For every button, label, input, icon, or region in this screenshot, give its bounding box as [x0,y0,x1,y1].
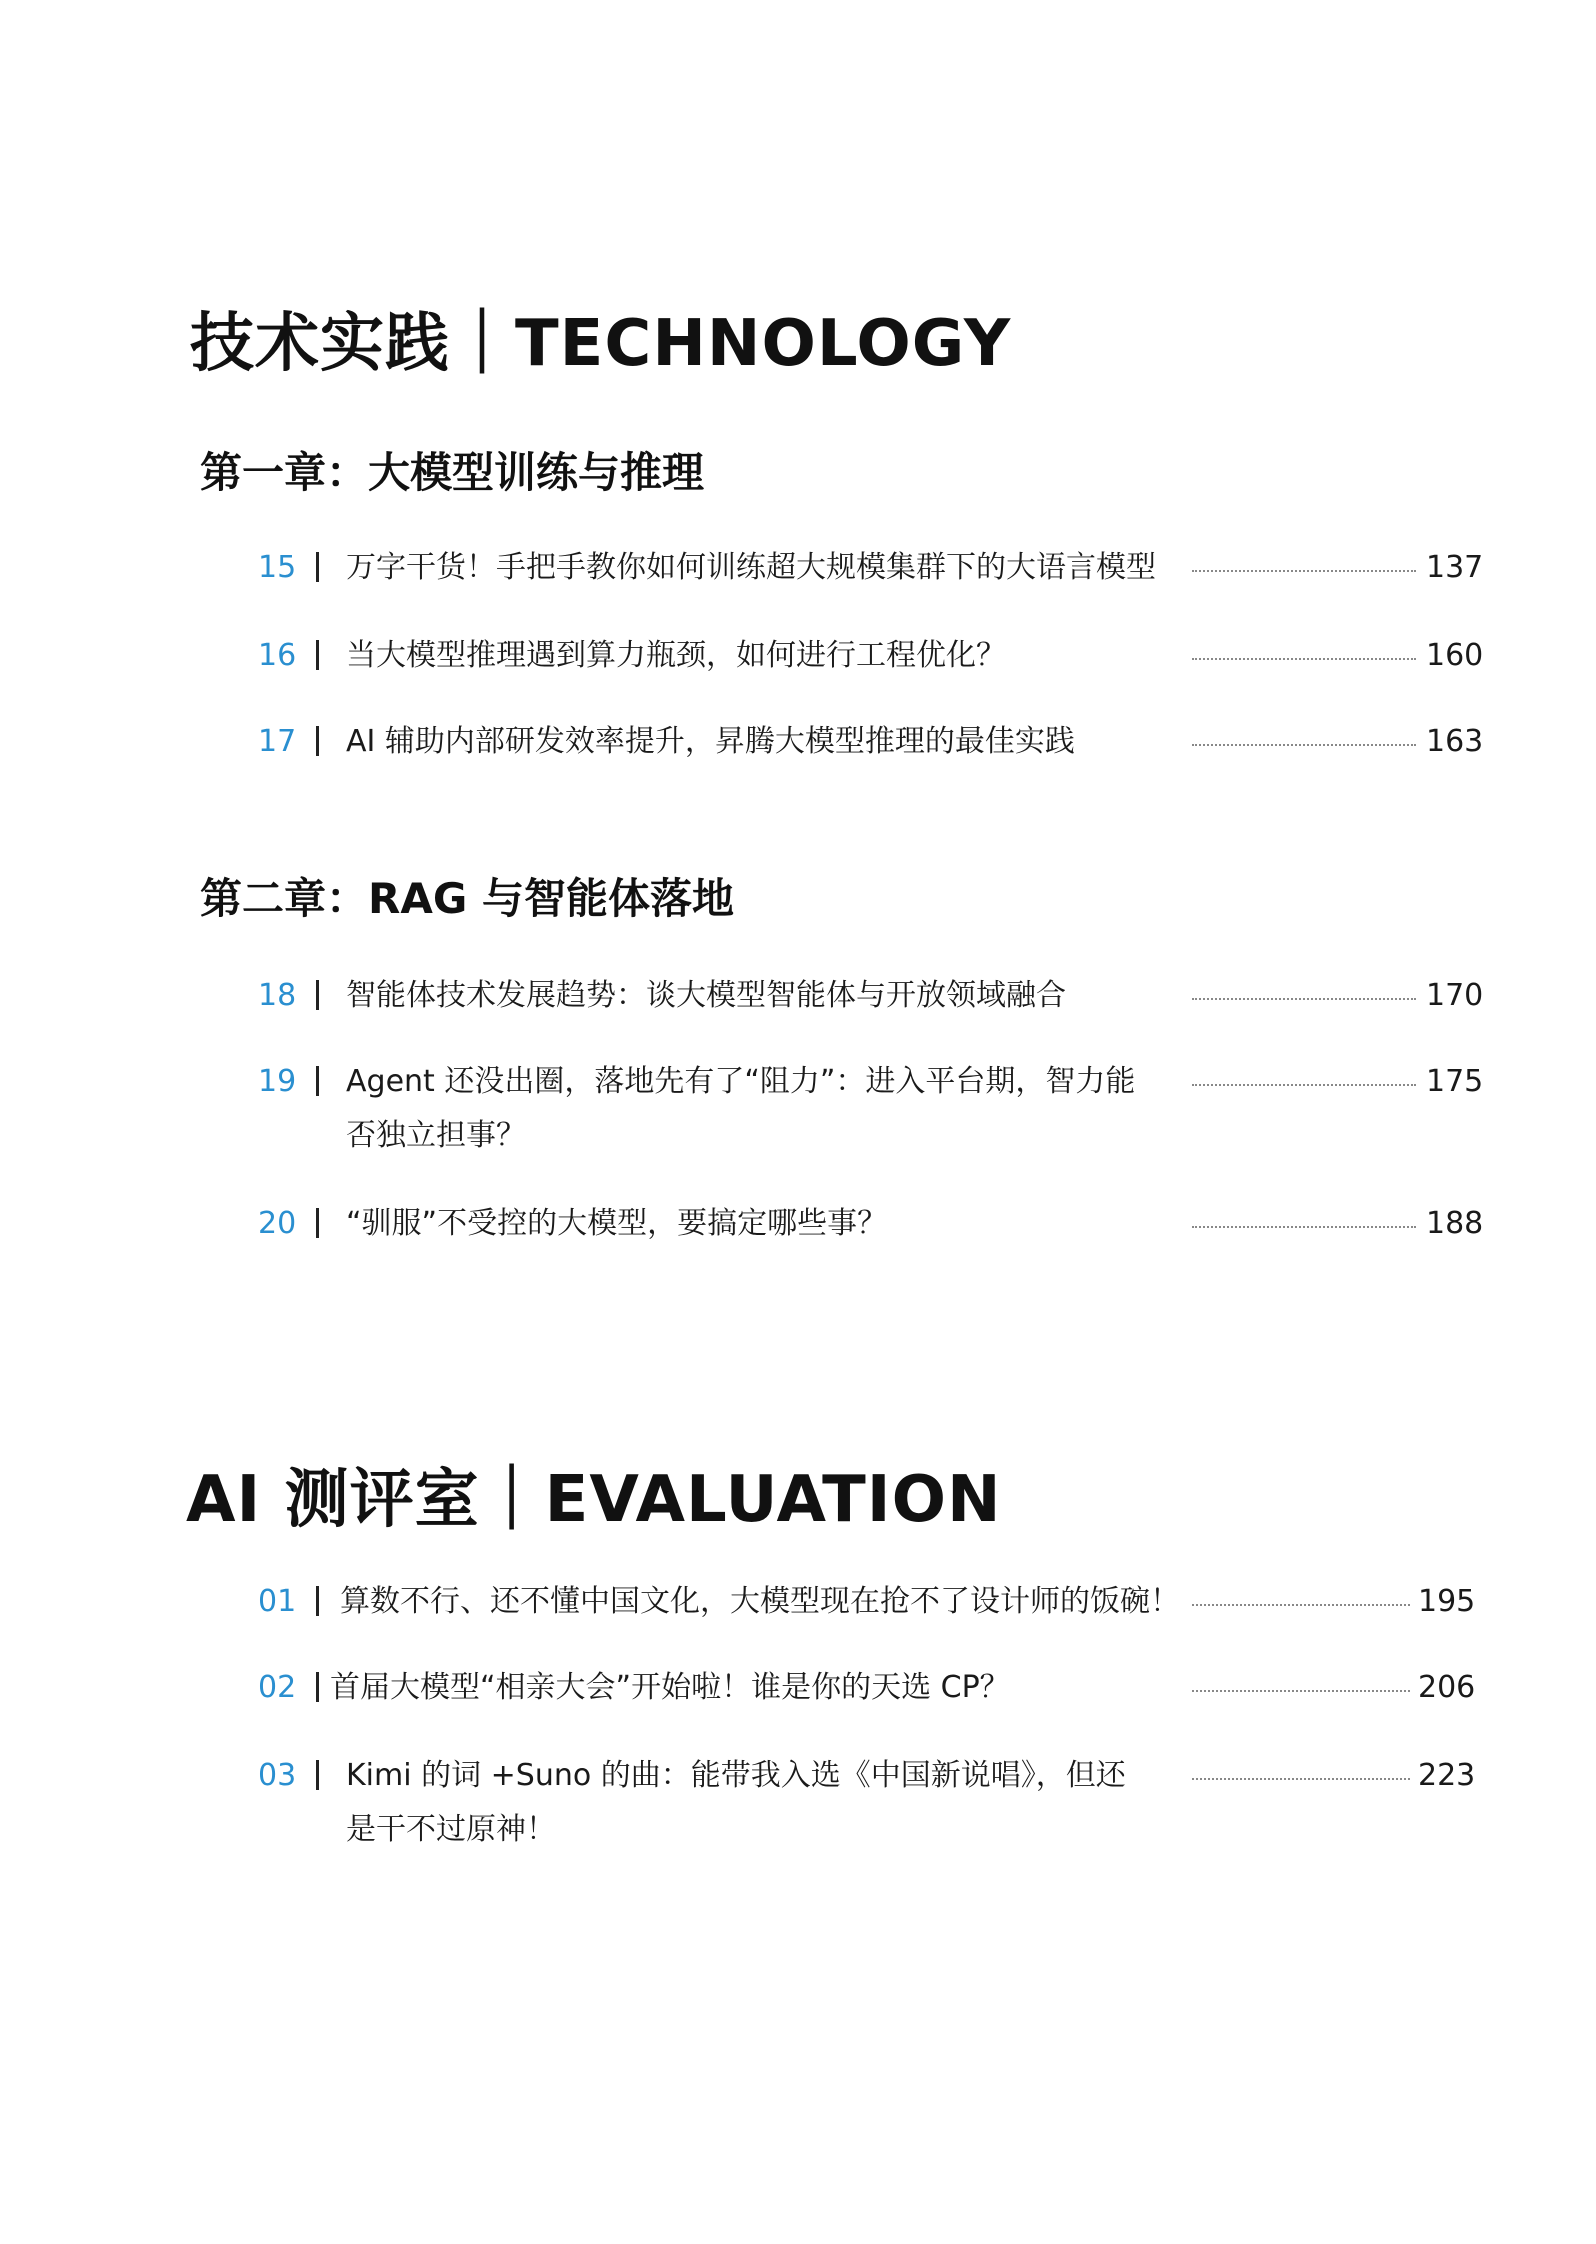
dot-leader [1192,1690,1410,1692]
chapter-title: 第一章：大模型训练与推理 [200,448,705,497]
entry-number: 18 [258,978,297,1013]
entry-number: 01 [258,1584,297,1619]
entry-title: Agent 还没出圈，落地先有了“阻力”：进入平台期，智力能否独立担事？ [346,1064,1136,1153]
dot-leader [1192,1084,1416,1086]
entry-title: 智能体技术发展趋势：谈大模型智能体与开放领域融合 [346,978,1066,1013]
entry-number: 17 [258,724,297,759]
entry-number: 03 [258,1758,297,1793]
entry-separator [316,1672,319,1702]
toc-entry[interactable] [0,548,1596,608]
entry-separator [316,980,319,1010]
entry-separator [316,726,319,756]
dot-leader [1192,744,1416,746]
entry-separator [316,552,319,582]
entry-page-number: 175 [1426,1064,1484,1099]
entry-number: 19 [258,1064,297,1099]
dot-leader [1192,1778,1410,1780]
toc-entry[interactable] [0,1756,1596,1876]
dot-leader [1192,998,1416,1000]
entry-page-number: 137 [1426,550,1484,585]
entry-page-number: 160 [1426,638,1484,673]
entry-title: “驯服”不受控的大模型，要搞定哪些事？ [346,1206,888,1241]
toc-entry[interactable] [0,1204,1596,1264]
entry-title: 算数不行、还不懂中国文化，大模型现在抢不了设计师的饭碗！ [340,1584,1180,1619]
toc-entry[interactable] [0,1582,1596,1642]
toc-entry[interactable] [0,976,1596,1036]
entry-page-number: 223 [1418,1758,1476,1793]
entry-title: Kimi 的词 +Suno 的曲：能带我入选《中国新说唱》，但还是干不过原神！ [346,1758,1126,1847]
toc-entry[interactable] [0,636,1596,696]
dot-leader [1192,658,1416,660]
dot-leader [1192,570,1416,572]
section-title-technology: 技术实践｜TECHNOLOGY [190,307,1012,381]
entry-number: 15 [258,550,297,585]
entry-page-number: 170 [1426,978,1484,1013]
entry-title: AI 辅助内部研发效率提升，昇腾大模型推理的最佳实践 [346,724,1075,759]
entry-title: 首届大模型“相亲大会”开始啦！谁是你的天选 CP？ [330,1670,1010,1705]
entry-separator [316,1066,319,1096]
entry-page-number: 163 [1426,724,1484,759]
entry-page-number: 188 [1426,1206,1484,1241]
entry-separator [316,1760,319,1790]
entry-title: 万字干货！手把手教你如何训练超大规模集群下的大语言模型 [346,550,1156,585]
entry-separator [316,1586,319,1616]
entry-title: 当大模型推理遇到算力瓶颈，如何进行工程优化？ [346,638,1006,673]
entry-number: 16 [258,638,297,673]
dot-leader [1192,1604,1410,1606]
toc-entry[interactable] [0,1668,1596,1728]
entry-separator [316,640,319,670]
dot-leader [1192,1226,1416,1228]
entry-page-number: 206 [1418,1670,1476,1705]
chapter-title: 第二章：RAG 与智能体落地 [200,874,734,923]
entry-number: 20 [258,1206,297,1241]
entry-number: 02 [258,1670,297,1705]
toc-entry[interactable] [0,1062,1596,1182]
entry-separator [316,1208,319,1238]
toc-entry[interactable] [0,722,1596,782]
section-title-evaluation: AI 测评室｜EVALUATION [186,1463,1002,1537]
entry-page-number: 195 [1418,1584,1476,1619]
